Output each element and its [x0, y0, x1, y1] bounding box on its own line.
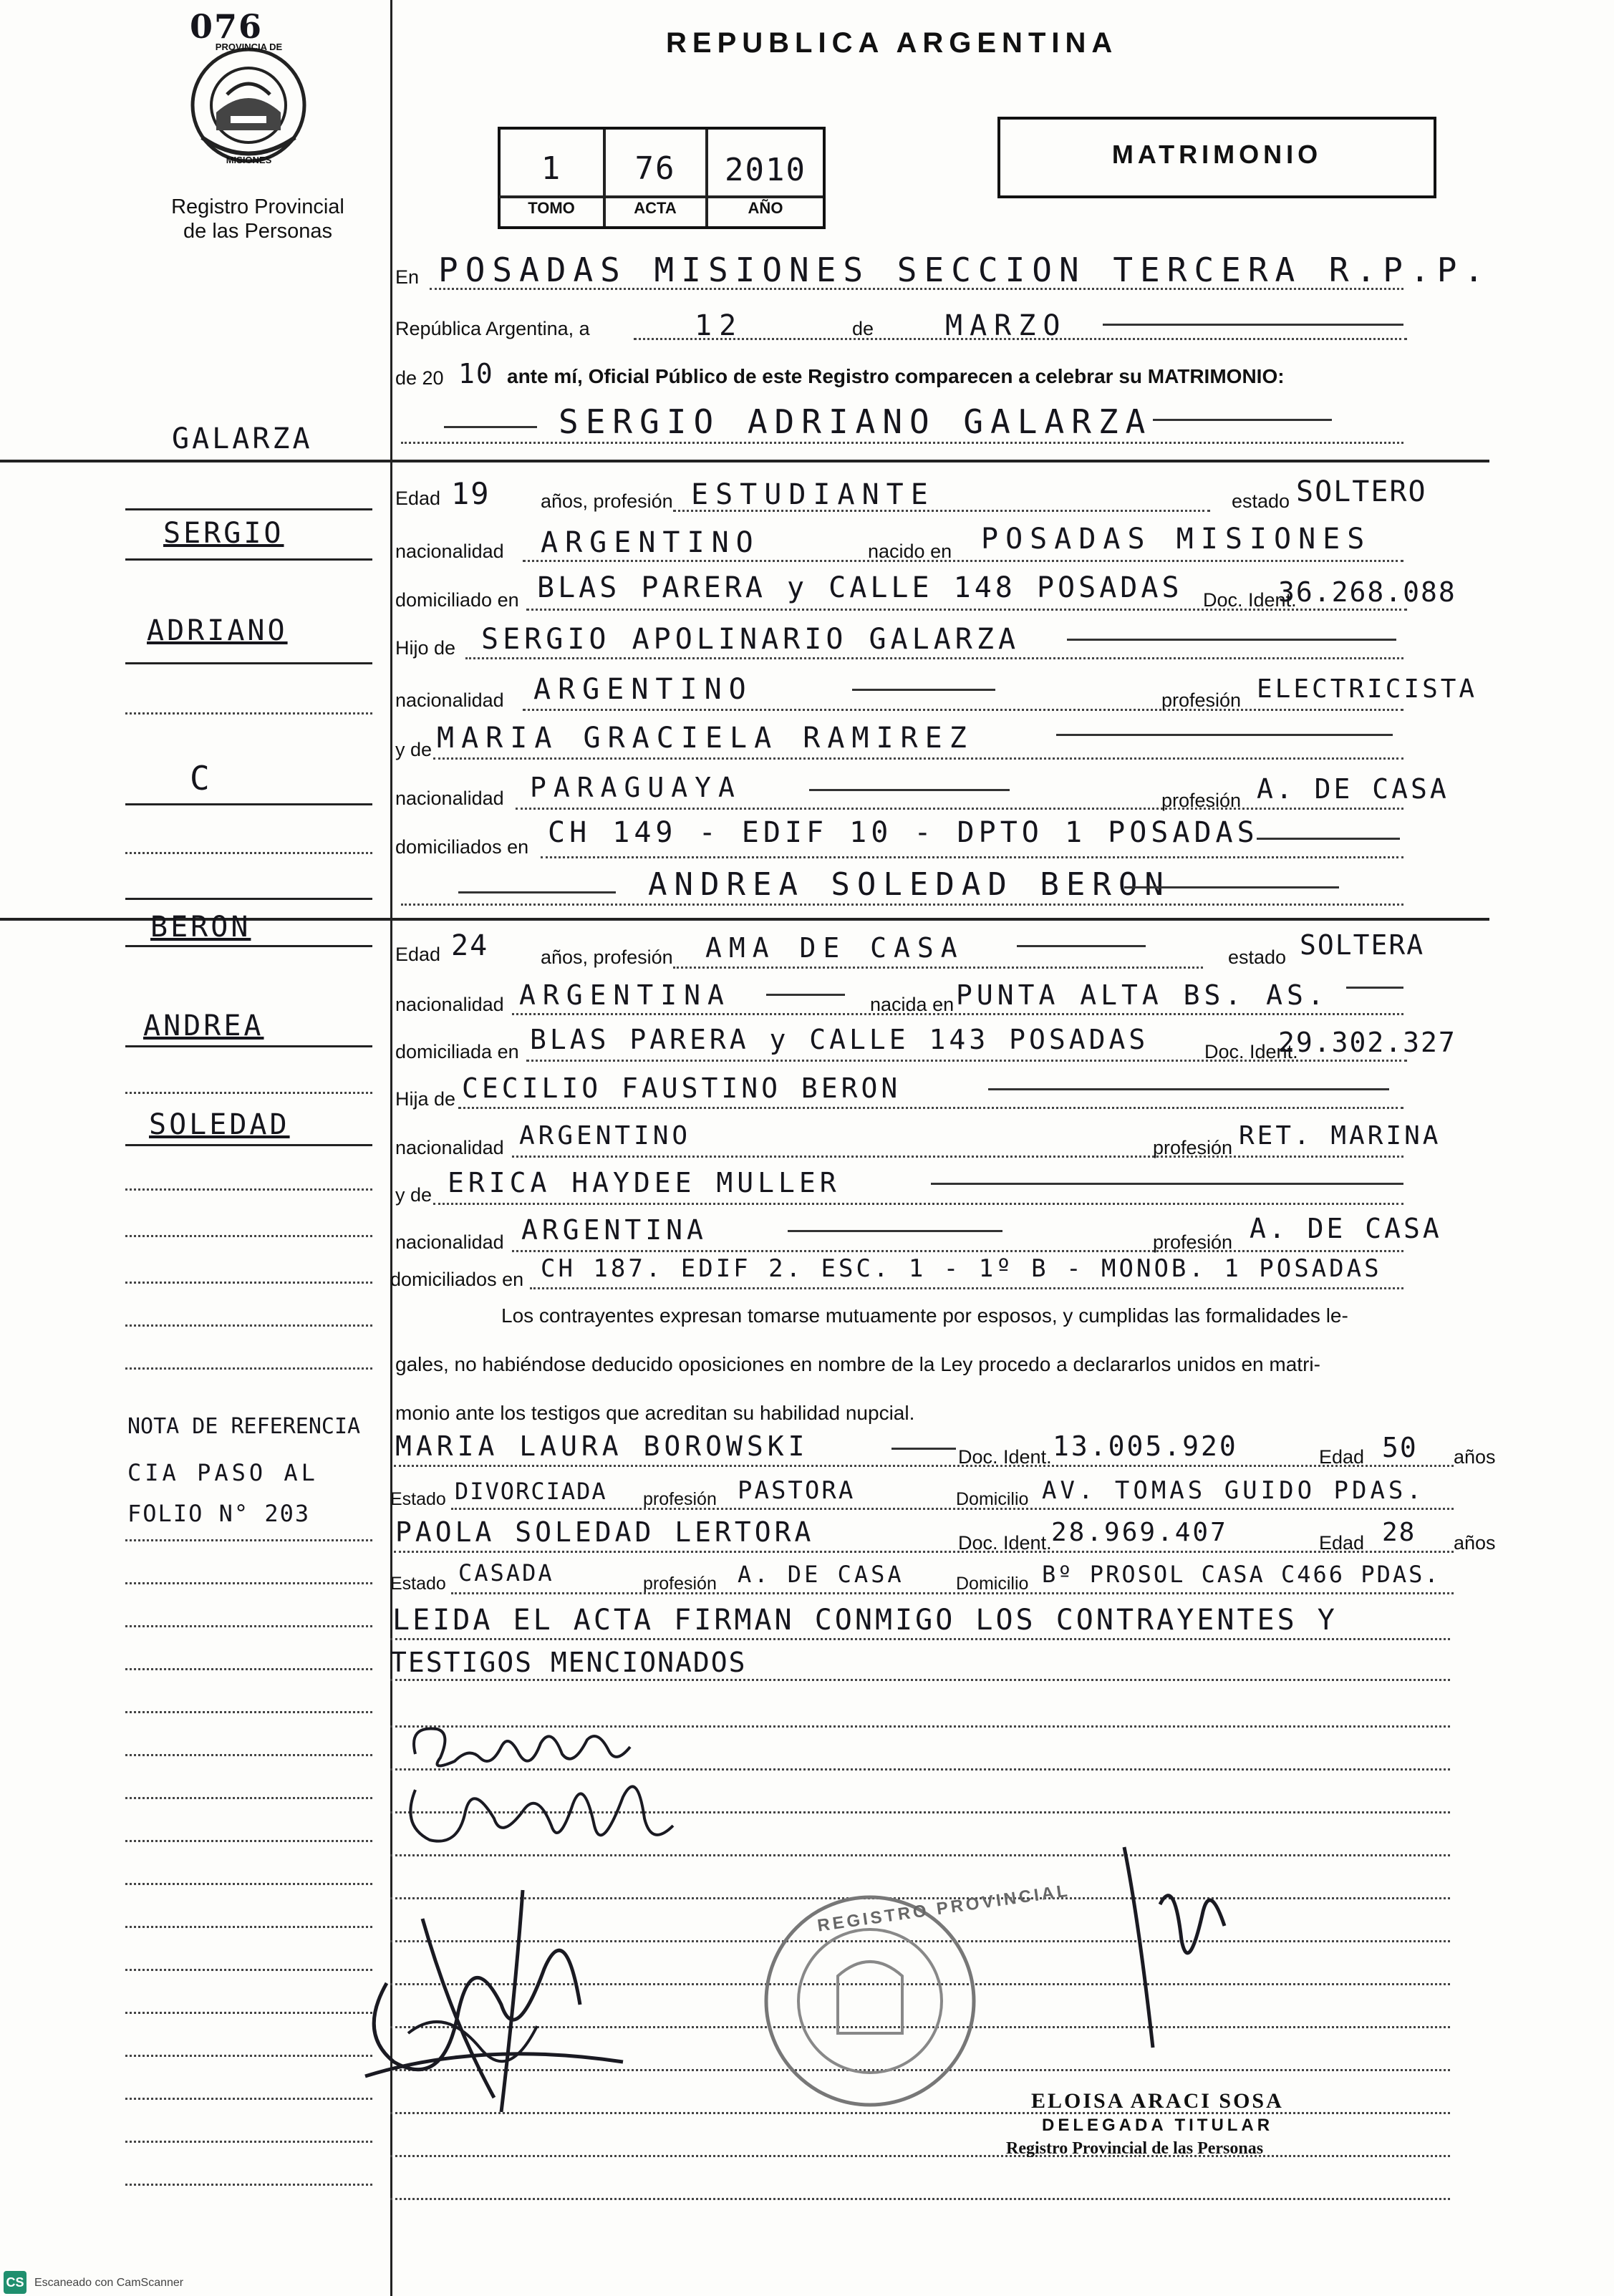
- page-number: 076: [190, 7, 264, 46]
- scanner-watermark: Escaneado con CamScanner: [34, 2277, 184, 2289]
- bride-full-name: ANDREA SOLEDAD BERON: [648, 866, 1171, 903]
- witness-1-profession: PASTORA: [738, 1476, 856, 1505]
- groom-document: 36.268.088: [1278, 576, 1456, 608]
- scanned-document-page: 076 PROVINCIA DE MISIONES Registro Provincial de las Personas REPUBLICA ARGENTINA MATRIMONIO 1 76 2010 TOMO ACTA AÑO En POSADAS MISIONES SECCION TERCERA R.P.P. República Argentina, a 12 de MARZO de 20 10 ante mí, Oficial Público de este Registro comparecen a celebrar su MATRIMONIO: SERGIO ADRIANO GALARZA Edad 19 años, profesión ESTUDIANTE estado SOLTERO nacionalidad ARGENTINO nacido en POSADAS MISIONES domiciliado en BLAS PARERA y CALLE 148 POSADAS Doc. Ident. 36.268.088 Hijo de SERGIO APOLINARIO GALARZA nacionalidad ARGENTINO profesión ELECTRICISTA y de MARIA GRACIELA RAMIREZ nacionalidad PARAGUAYA profesión A. DE CASA domiciliados en CH 149 - EDIF 10 - DPTO 1 POSADAS ANDREA SOLEDAD BERON Edad 24 años, profesión AMA DE CASA estado SOLTERA nacionalidad ARGENTINA nacida en PUNTA ALTA BS. AS. domiciliada en BLAS PARERA y CALLE 143 POSADAS Doc. Ident. 29.302.327 Hija de CECILIO FAUSTINO BERON nacionalidad ARGENTINO profesión RET. MARINA y de ERICA HAYDEE MULLER nacionalidad ARGENTINA profesión A. DE CASA domiciliados en CH 187. EDIF 2. ESC. 1 - 1º B - MONOB. 1 POSADAS Los contrayentes expresan tomarse mutuamente por esposos, y cumplidas las formalidades le- gales, no habiéndose deducido oposiciones en nombre de la Ley procedo a declararlos unidos en matri- monio ante los testigos que acreditan su habilidad nupcial. MARIA LAURA BOROWSKI Doc. Ident. 13.005.920 Edad 50 años Estado DIVORCIADA profesión PASTORA Domicilio AV. TOMAS GUIDO PDAS. PAOLA SOLEDAD LERTORA Doc. Ident. 28.969.407 Edad 28 años Estado CASADA profesión A. DE CASA Domicilio Bº PROSOL CASA C466 PDAS. LEIDA EL ACTA FIRMAN CONMIGO LOS CONTRAYENTES Y TESTIGOS MENCIONADOS GALARZA SERGIO ADRIANO C BERON ANDREA SOLEDAD NOTA DE REFERENCIA CIA PASO AL FOLIO N° 203 REGISTRO PROVINCIAL ELOISA ARACI SOSA DELEGADA TITULAR Registro Provincial de las Personas CS Escaneado con CamScanner: [0, 0, 1614, 2296]
- groom-marital-status: SOLTERO: [1296, 475, 1427, 508]
- groom-section-rule: [0, 460, 1489, 462]
- republica-label: República Argentina, a: [395, 318, 590, 339]
- bride-document: 29.302.327: [1278, 1027, 1456, 1058]
- margin-note-line-3: FOLIO N° 203: [127, 1500, 311, 1527]
- acta-value: 76: [634, 150, 676, 187]
- closing-line-2: TESTIGOS MENCIONADOS: [390, 1647, 747, 1678]
- bride-address: BLAS PARERA y CALLE 143 POSADAS: [530, 1024, 1149, 1055]
- groom-full-name: SERGIO ADRIANO GALARZA: [559, 402, 1153, 441]
- anio-value: 2010: [725, 152, 806, 188]
- intro-month: MARZO: [945, 309, 1068, 342]
- bride-mother: ERICA HAYDEE MULLER: [448, 1167, 841, 1198]
- witness-1-age: 50: [1382, 1432, 1418, 1463]
- intro-place: POSADAS MISIONES SECCION TERCERA R.P.P.: [438, 251, 1492, 289]
- provincial-seal-icon: [188, 44, 309, 166]
- witness-2-document: 28.969.407: [1051, 1518, 1228, 1547]
- round-seal-text: REGISTRO PROVINCIAL: [816, 1881, 1072, 1936]
- camscanner-logo-icon: CS: [4, 2271, 26, 2294]
- margin-bride-first-name: ANDREA: [143, 1009, 264, 1042]
- bride-birthplace: PUNTA ALTA BS. AS.: [956, 979, 1328, 1011]
- witness-2-name: PAOLA SOLEDAD LERTORA: [395, 1516, 815, 1548]
- bride-father-nationality: ARGENTINO: [519, 1121, 692, 1151]
- margin-note-line-2: CIA PASO AL: [127, 1459, 319, 1486]
- witness-1-address: AV. TOMAS GUIDO PDAS.: [1042, 1476, 1425, 1505]
- groom-father-nationality: ARGENTINO: [533, 673, 753, 706]
- witness-2-age: 28: [1382, 1518, 1416, 1547]
- witness-2-address: Bº PROSOL CASA C466 PDAS.: [1042, 1561, 1441, 1588]
- official-name: ELOISA ARACI SOSA: [1031, 2089, 1284, 2113]
- acta-label: ACTA: [634, 199, 677, 217]
- groom-mother-profession: A. DE CASA: [1257, 773, 1449, 805]
- appear-text: ante mí, Oficial Público de este Registro comparecen a celebrar su MATRIMONIO:: [507, 365, 1285, 387]
- anio-label: AÑO: [748, 199, 783, 217]
- seal-top-text: PROVINCIA DE: [215, 42, 283, 52]
- groom-address: BLAS PARERA y CALLE 148 POSADAS: [537, 571, 1183, 604]
- groom-profession: ESTUDIANTE: [691, 478, 935, 511]
- witness-2-marital-status: CASADA: [458, 1559, 554, 1587]
- groom-birthplace: POSADAS MISIONES: [981, 523, 1372, 556]
- witness-1-name: MARIA LAURA BOROWSKI: [395, 1430, 809, 1462]
- bride-marital-status: SOLTERA: [1300, 929, 1425, 961]
- act-type: MATRIMONIO: [1111, 140, 1323, 169]
- bride-father-profession: RET. MARINA: [1239, 1121, 1441, 1151]
- groom-father-profession: ELECTRICISTA: [1257, 674, 1478, 704]
- witness-2-profession: A. DE CASA: [738, 1561, 904, 1588]
- groom-father: SERGIO APOLINARIO GALARZA: [481, 623, 1020, 656]
- en-label: En: [395, 266, 420, 288]
- year-prefix: de 20: [395, 367, 444, 389]
- margin-note-line-1: NOTA DE REFERENCIA: [127, 1414, 361, 1439]
- groom-parents-address: CH 149 - EDIF 10 - DPTO 1 POSADAS: [548, 816, 1259, 849]
- declaration-line-1: Los contrayentes expresan tomarse mutuamente por esposos, y cumplidas las formalidades le-: [501, 1304, 1348, 1327]
- bride-nationality: ARGENTINA: [519, 979, 731, 1011]
- closing-line-1: LEIDA EL ACTA FIRMAN CONMIGO LOS CONTRAYENTES Y: [392, 1604, 1338, 1637]
- seal-bottom-text: MISIONES: [226, 155, 272, 165]
- groom-nationality: ARGENTINO: [541, 526, 760, 559]
- groom-mother-nationality: PARAGUAYA: [530, 772, 742, 803]
- bride-age: 24: [451, 929, 489, 962]
- groom-mother: MARIA GRACIELA RAMIREZ: [437, 722, 974, 755]
- official-title: DELEGADA TITULAR: [1042, 2116, 1274, 2135]
- declaration-line-2: gales, no habiéndose deducido oposiciones en nombre de la Ley procedo a declararlos unidos en matri-: [395, 1353, 1320, 1375]
- bride-signature: [387, 1761, 687, 1876]
- bride-parents-address: CH 187. EDIF 2. ESC. 1 - 1º B - MONOB. 1 POSADAS: [541, 1254, 1382, 1283]
- official-signature: [1096, 1833, 1239, 2062]
- margin-groom-first-name: SERGIO: [163, 517, 284, 550]
- groom-age: 19: [451, 476, 491, 511]
- margin-connector: C: [190, 759, 210, 798]
- margin-groom-surname: GALARZA: [172, 422, 313, 455]
- intro-day: 12: [695, 309, 744, 342]
- intro-de-label: de: [852, 318, 874, 339]
- tomo-label: TOMO: [528, 199, 575, 217]
- margin-groom-middle-name: ADRIANO: [147, 614, 288, 647]
- margin-bride-middle-name: SOLEDAD: [149, 1108, 290, 1141]
- witness-signatures: [337, 1861, 652, 2119]
- official-office: Registro Provincial de las Personas: [1006, 2139, 1264, 2158]
- margin-bride-surname: BERON: [150, 911, 251, 944]
- witness-1-marital-status: DIVORCIADA: [455, 1478, 607, 1505]
- bride-profession: AMA DE CASA: [705, 932, 965, 964]
- bride-mother-profession: A. DE CASA: [1250, 1213, 1442, 1244]
- country-title: REPUBLICA ARGENTINA: [666, 27, 1118, 59]
- year-suffix: 10: [458, 358, 494, 389]
- tomo-value: 1: [541, 150, 562, 187]
- witness-1-document: 13.005.920: [1053, 1430, 1238, 1462]
- bride-father: CECILIO FAUSTINO BERON: [462, 1072, 902, 1104]
- declaration-line-3: monio ante los testigos que acreditan su habilidad nupcial.: [395, 1402, 915, 1424]
- bride-mother-nationality: ARGENTINA: [521, 1214, 707, 1246]
- registry-name: Registro Provincial de las Personas: [171, 195, 344, 243]
